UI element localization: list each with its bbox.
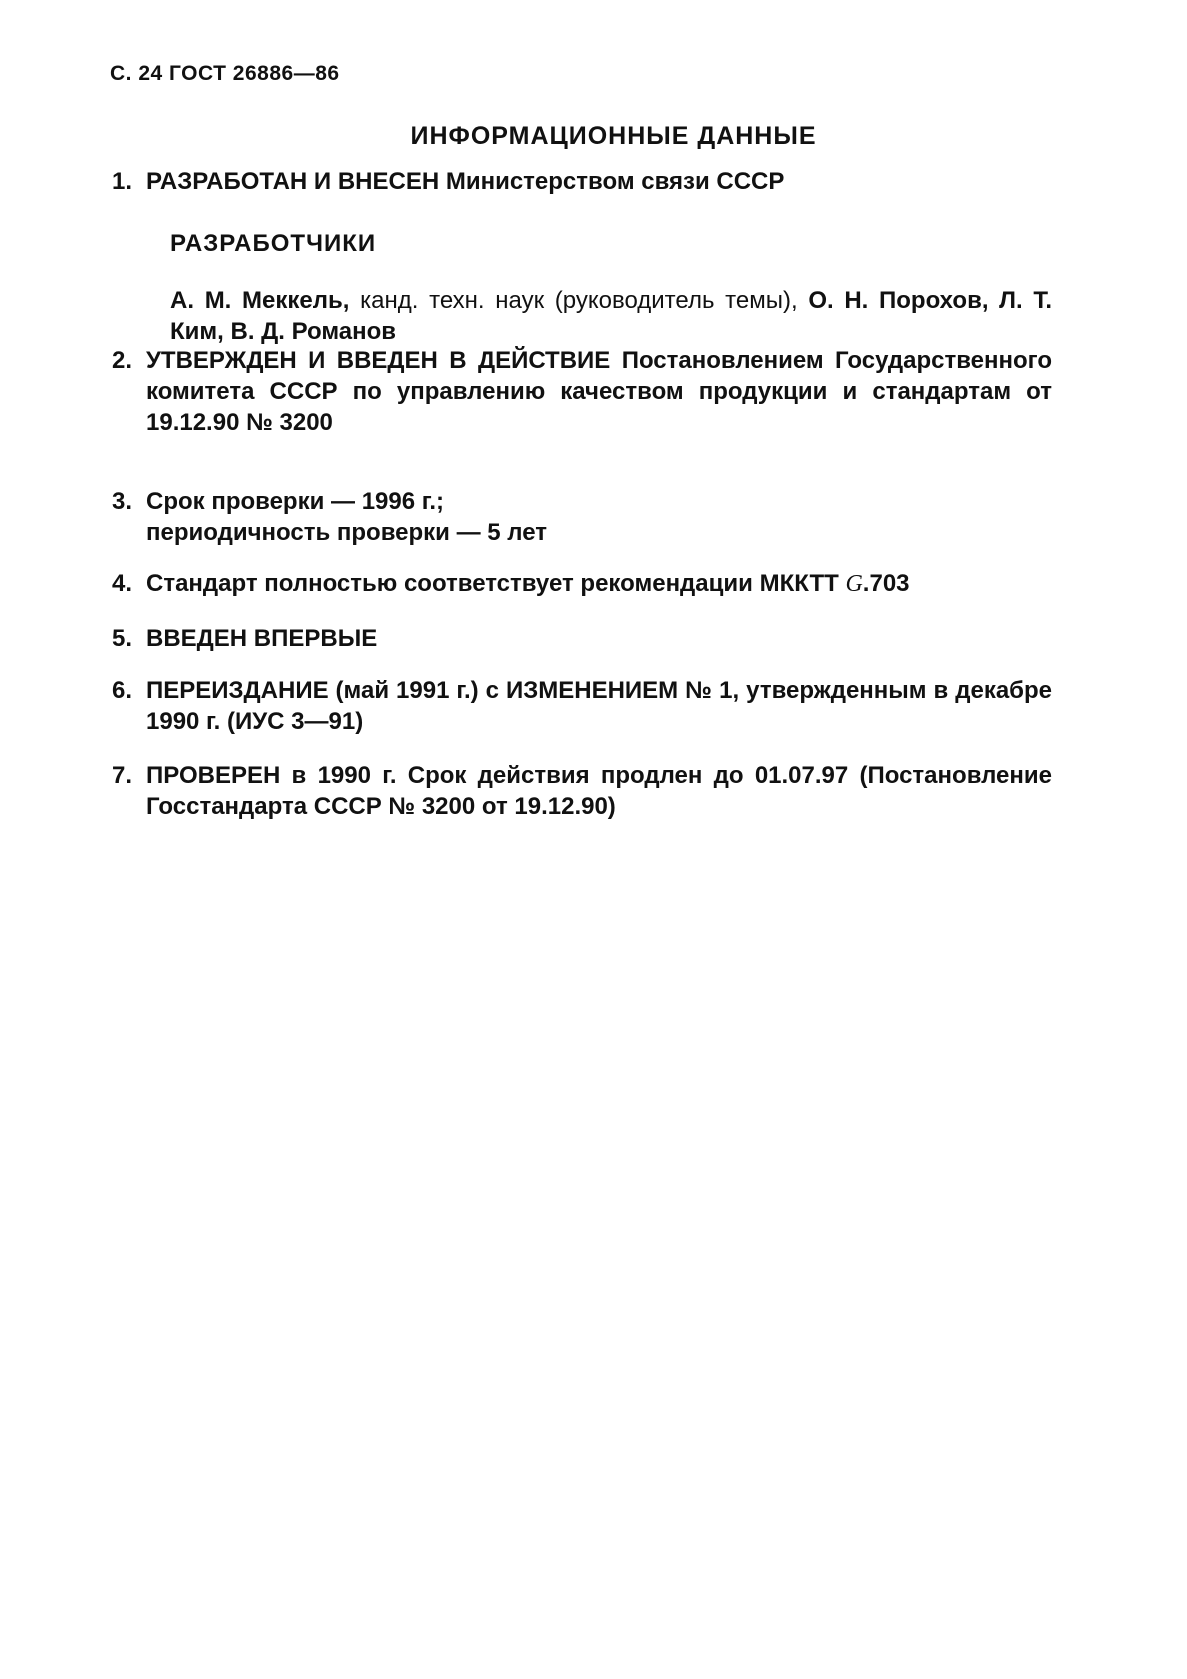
- item-number: 3.: [112, 488, 133, 515]
- recommendation-letter: G: [845, 571, 863, 597]
- developers-heading: РАЗРАБОТЧИКИ: [170, 230, 377, 257]
- other-developers: О. Н. Порохов, Л. Т. Ким, В. Д. Романов: [170, 287, 1052, 345]
- item-lead: ПРОВЕРЕН: [146, 762, 281, 789]
- item-line-1: Срок проверки — 1996 г.;: [146, 488, 445, 515]
- page-title: ИНФОРМАЦИОННЫЕ ДАННЫЕ: [410, 122, 817, 150]
- item-text: [146, 166, 1052, 197]
- item-rest: Постановлением Государственного комитета СССР по управлению качеством продукции и стандартам от 19.12.90 № 3200: [146, 347, 1052, 436]
- page-header: С. 24 ГОСТ 26886—86: [110, 62, 340, 85]
- item-number: 1.: [112, 168, 133, 195]
- recommendation-number: .703: [862, 570, 910, 597]
- item-number: 5.: [112, 625, 133, 652]
- item-text: [146, 568, 1052, 600]
- item-lead: РАЗРАБОТАН И ВНЕСЕН: [146, 168, 440, 195]
- item-number: 4.: [112, 570, 133, 597]
- lead-developer-role: канд. техн. наук (руководитель темы),: [349, 287, 809, 314]
- item-number: 2.: [112, 347, 133, 374]
- item-text: [146, 486, 1052, 548]
- item-rest-2: утвержденным в декабре 1990 г. (ИУС 3—91): [146, 677, 1053, 735]
- item-text: [146, 760, 1052, 822]
- list-item-5: [112, 623, 1052, 654]
- list-item-1: [112, 166, 1052, 197]
- item-lead: УТВЕРЖДЕН И ВВЕДЕН В ДЕЙСТВИЕ: [146, 347, 611, 374]
- item-main-text: Стандарт полностью соответствует рекомендации МККТТ: [146, 570, 846, 597]
- item-text: [146, 345, 1052, 438]
- item-lead: ПЕРЕИЗДАНИЕ: [146, 677, 329, 704]
- item-text: ВВЕДЕН ВПЕРВЫЕ: [146, 625, 378, 652]
- item-line-2: периодичность проверки — 5 лет: [146, 519, 547, 546]
- list-item-6: [112, 675, 1052, 737]
- item-rest: Министерством связи СССР: [439, 168, 785, 195]
- list-item-4: [112, 568, 1052, 600]
- lead-developer-name: А. М. Меккель,: [170, 287, 350, 314]
- item-number: 7.: [112, 762, 133, 789]
- list-item-7: [112, 760, 1052, 822]
- list-item-2: [112, 345, 1052, 438]
- list-item-3: [112, 486, 1052, 548]
- item-lead-2: ИЗМЕНЕНИЕМ № 1,: [505, 677, 740, 704]
- item-rest: (май 1991 г.) с: [328, 677, 506, 704]
- developers-list: [170, 285, 1052, 347]
- item-number: 6.: [112, 677, 133, 704]
- item-rest: в 1990 г. Срок действия продлен до 01.07.97 (Постановление Госстандарта СССР № 3200 от 19.12.90): [146, 762, 1052, 820]
- item-text: [146, 675, 1052, 737]
